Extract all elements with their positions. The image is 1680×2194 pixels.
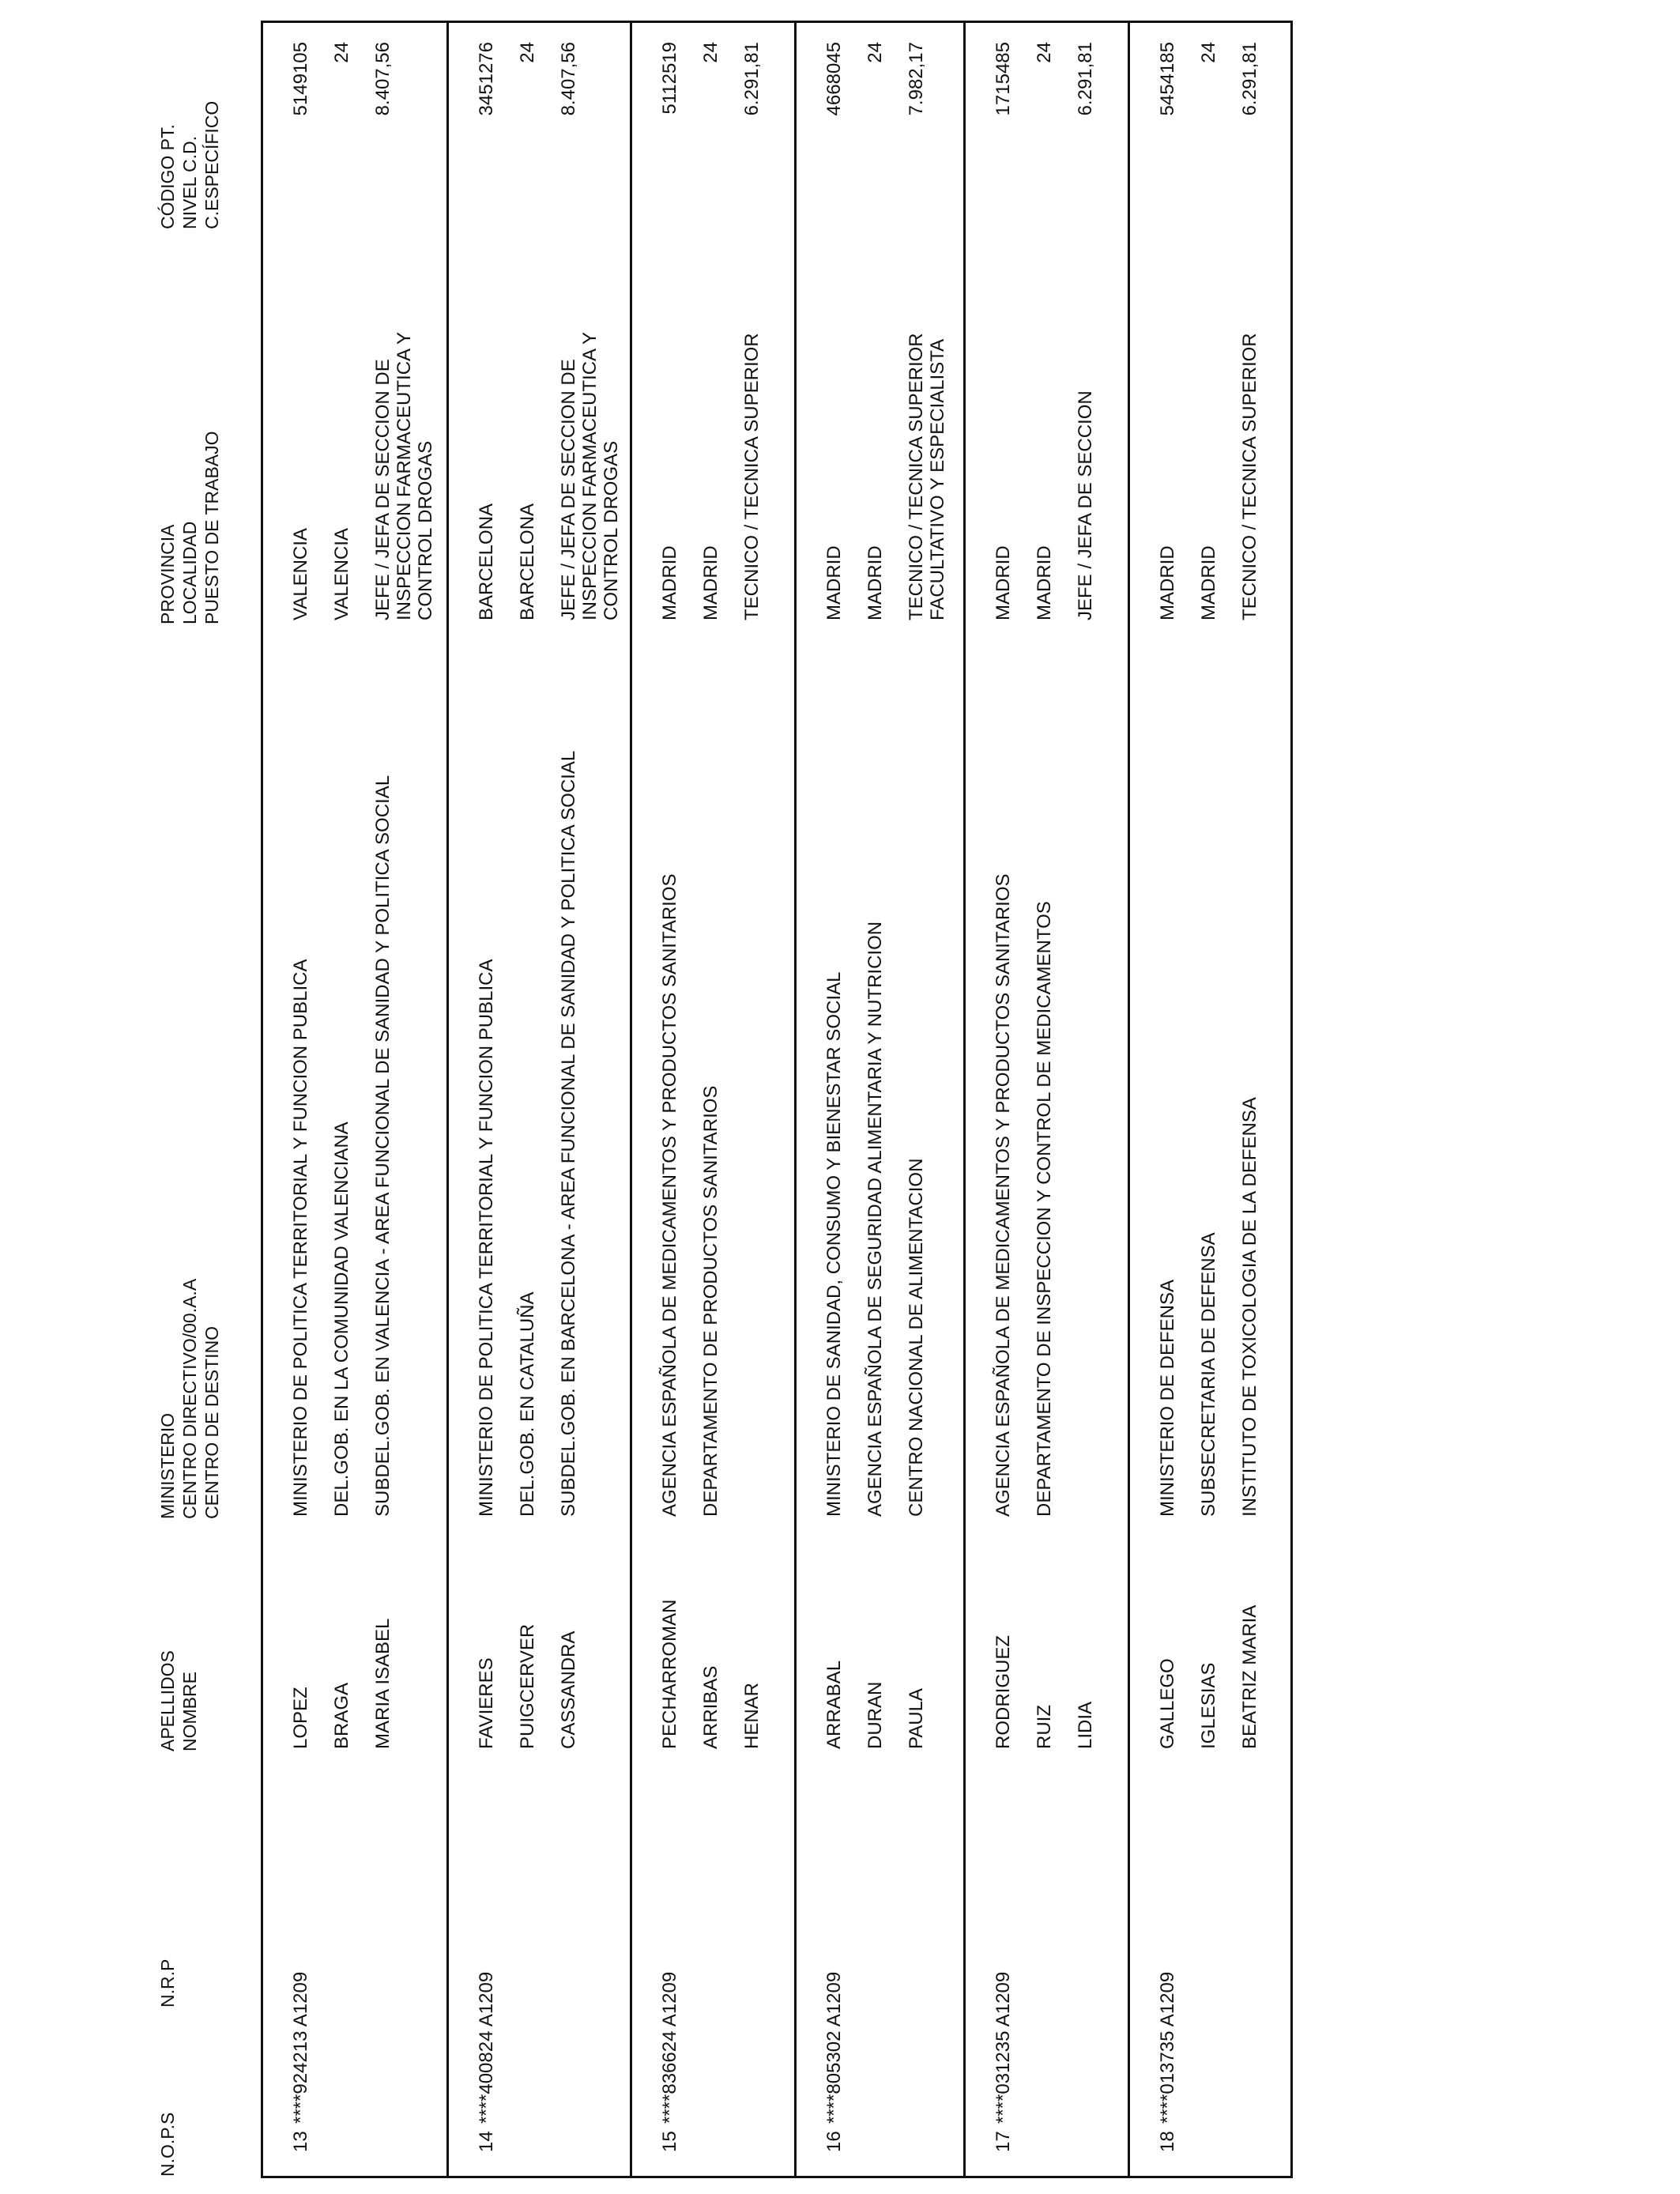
centro-destino-cell: CENTRO NACIONAL DE ALIMENTACION [906, 1158, 927, 1517]
nombre-cell: BEATRIZ MARIA [1239, 1604, 1260, 1749]
table-row [630, 23, 794, 2176]
centro-directivo-cell: DEPARTAMENTO DE PRODUCTOS SANITARIOS [700, 1085, 721, 1517]
header-apellidos: APELLIDOS NOMBRE [157, 1650, 200, 1751]
centro-directivo-cell: DEPARTAMENTO DE INSPECCION Y CONTROL DE MEDICAMENTOS [1034, 901, 1055, 1517]
centro-directivo-cell: DEL.GOB. EN CATALUÑA [517, 1291, 538, 1517]
apellido1-cell: ARRABAL [823, 1660, 845, 1749]
codigo-cell: 5112519 [659, 42, 680, 115]
ministerio-cell: AGENCIA ESPAÑOLA DE MEDICAMENTOS Y PRODUCTOS SANITARIOS [659, 873, 680, 1517]
puesto-cell: JEFE / JEFA DE SECCION DE INSPECCION FARMACEUTICA Y CONTROL DROGAS [372, 332, 436, 620]
nrp-cell: ****400824 A1209 [476, 1971, 497, 2124]
ministerio-cell: MINISTERIO DE POLITICA TERRITORIAL Y FUNCION PUBLICA [290, 959, 311, 1517]
nops-cell: 14 [476, 2131, 497, 2152]
nops-cell: 17 [993, 2131, 1014, 2152]
apellido1-cell: LOPEZ [290, 1687, 311, 1749]
codigo-cell: 5149105 [290, 42, 311, 116]
ministerio-cell: AGENCIA ESPAÑOLA DE MEDICAMENTOS Y PRODUCTOS SANITARIOS [993, 873, 1014, 1517]
apellido2-cell: IGLESIAS [1198, 1662, 1219, 1749]
centro-destino-cell: SUBDEL.GOB. EN BARCELONA - AREA FUNCIONAL DE SANIDAD Y POLITICA SOCIAL [558, 750, 579, 1517]
nops-cell: 16 [823, 2131, 845, 2152]
codigo-cell: 1715485 [993, 42, 1014, 116]
table-row [446, 23, 630, 2176]
especifico-cell: 8.407,56 [372, 42, 394, 116]
nivel-cell: 24 [700, 42, 721, 63]
apellido1-cell: RODRIGUEZ [993, 1635, 1014, 1749]
nivel-cell: 24 [517, 42, 538, 63]
apellido2-cell: RUIZ [1034, 1705, 1055, 1749]
codigo-cell: 3451276 [476, 42, 497, 116]
nrp-cell: ****013735 A1209 [1157, 1971, 1178, 2124]
header-nops: N.O.P.S [157, 2112, 178, 2177]
provincia-cell: MADRID [993, 545, 1014, 620]
table-row [794, 23, 963, 2176]
puesto-cell: TECNICO / TECNICA SUPERIOR [1239, 333, 1260, 620]
header-codigo: CÓDIGO PT. NIVEL C.D. C.ESPECÍFICO [157, 100, 222, 229]
header-nrp: N.R.P [157, 1958, 178, 2007]
nops-cell: 18 [1157, 2131, 1178, 2152]
ministerio-cell: MINISTERIO DE POLITICA TERRITORIAL Y FUNCION PUBLICA [476, 959, 497, 1517]
apellido2-cell: ARRIBAS [700, 1665, 721, 1749]
ministerio-cell: MINISTERIO DE SANIDAD, CONSUMO Y BIENESTAR SOCIAL [823, 971, 845, 1517]
nombre-cell: MARIA ISABEL [372, 1618, 394, 1749]
ministerio-cell: MINISTERIO DE DEFENSA [1157, 1279, 1178, 1517]
provincia-cell: MADRID [659, 545, 680, 620]
apellido2-cell: DURAN [864, 1681, 886, 1749]
nivel-cell: 24 [1034, 42, 1055, 63]
codigo-cell: 5454185 [1157, 42, 1178, 116]
apellido1-cell: FAVIERES [476, 1657, 497, 1749]
especifico-cell: 7.982,17 [906, 42, 927, 116]
puesto-cell: JEFE / JEFA DE SECCION [1075, 390, 1096, 620]
puesto-cell: TECNICO / TECNICA SUPERIOR FACULTATIVO Y ESPECIALISTA [906, 333, 948, 620]
localidad-cell: VALENCIA [331, 528, 352, 620]
provincia-cell: VALENCIA [290, 528, 311, 620]
table-row [1128, 23, 1290, 2176]
apellido1-cell: GALLEGO [1157, 1658, 1178, 1749]
nrp-cell: ****836624 A1209 [659, 1971, 680, 2124]
header-provincia: PROVINCIA LOCALIDAD PUESTO DE TRABAJO [157, 431, 222, 624]
nombre-cell: CASSANDRA [558, 1630, 579, 1749]
nrp-cell: ****924213 A1209 [290, 1971, 311, 2124]
centro-destino-cell: SUBDEL.GOB. EN VALENCIA - AREA FUNCIONAL DE SANIDAD Y POLITICA SOCIAL [372, 775, 394, 1517]
provincia-cell: BARCELONA [476, 503, 497, 620]
apellido2-cell: PUIGCERVER [517, 1623, 538, 1749]
puesto-cell: JEFE / JEFA DE SECCION DE INSPECCION FARMACEUTICA Y CONTROL DROGAS [558, 332, 622, 620]
table-row [263, 23, 446, 2176]
header-ministerio: MINISTERIO CENTRO DIRECTIVO/00.A.A CENTRO DE DESTINO [157, 1278, 222, 1519]
centro-directivo-cell: AGENCIA ESPAÑOLA DE SEGURIDAD ALIMENTARIA Y NUTRICION [864, 921, 886, 1517]
nombre-cell: LIDIA [1075, 1701, 1096, 1749]
puesto-cell: TECNICO / TECNICA SUPERIOR [741, 333, 763, 620]
nombre-cell: PAULA [906, 1688, 927, 1749]
especifico-cell: 6.291,81 [1239, 42, 1260, 116]
especifico-cell: 6.291,81 [741, 42, 763, 116]
localidad-cell: MADRID [1198, 545, 1219, 620]
especifico-cell: 8.407,56 [558, 42, 579, 116]
nops-cell: 13 [290, 2131, 311, 2152]
especifico-cell: 6.291,81 [1075, 42, 1096, 116]
centro-destino-cell: INSTITUTO DE TOXICOLOGIA DE LA DEFENSA [1239, 1097, 1260, 1517]
nivel-cell: 24 [331, 42, 352, 63]
nivel-cell: 24 [864, 42, 886, 63]
centro-directivo-cell: SUBSECRETARIA DE DEFENSA [1198, 1232, 1219, 1517]
nombre-cell: HENAR [741, 1682, 763, 1749]
nrp-cell: ****805302 A1209 [823, 1971, 845, 2124]
nops-cell: 15 [659, 2131, 680, 2152]
apellido1-cell: PECHARROMAN [659, 1599, 680, 1749]
apellido2-cell: BRAGA [331, 1682, 352, 1749]
localidad-cell: MADRID [1034, 545, 1055, 620]
centro-directivo-cell: DEL.GOB. EN LA COMUNIDAD VALENCIANA [331, 1122, 352, 1517]
codigo-cell: 4668045 [823, 42, 845, 116]
localidad-cell: BARCELONA [517, 503, 538, 620]
nrp-cell: ****031235 A1209 [993, 1971, 1014, 2124]
provincia-cell: MADRID [823, 545, 845, 620]
localidad-cell: MADRID [700, 545, 721, 620]
table-row [963, 23, 1128, 2176]
nivel-cell: 24 [1198, 42, 1219, 63]
provincia-cell: MADRID [1157, 545, 1178, 620]
localidad-cell: MADRID [864, 545, 886, 620]
results-table [261, 21, 1293, 2178]
